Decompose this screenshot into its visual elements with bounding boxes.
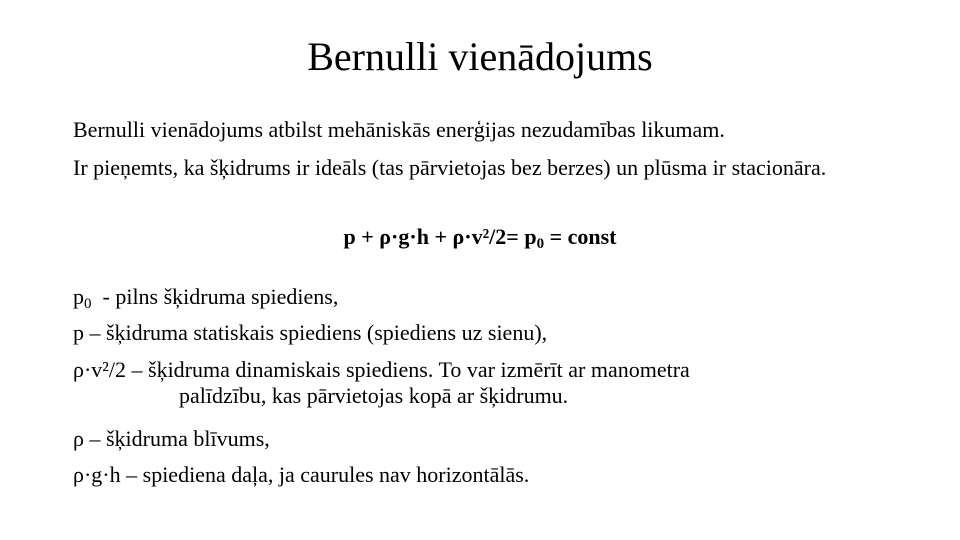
definition-p0 [73,284,881,310]
formula-subscript: 0 [536,236,545,252]
formula-main: p + ρ·g·h + ρ·v²/2= p [343,224,537,249]
intro-line-2: Ir pieņemts, ka šķidrums ir ideāls (tas pārvietojas bez berzes) un plūsma ir stacionāra. [73,155,827,180]
intro-line-1: Bernulli vienādojums atbilst mehāniskās enerģijas nezudamības likumam. [73,117,725,142]
definition-dynamic-line-2: palīdzību, kas pārvietojas kopā ar šķidrumu. [179,383,569,408]
formula-tail: = const [544,224,617,249]
definition-dynamic-line-1: ρ·v²/2 – šķidruma dinamiskais spiediens. To var izmērīt ar manometra [73,357,690,382]
definition-p0-subscript: 0 [84,296,92,312]
definition-p0-text: - pilns šķidruma spiediens, [91,284,339,309]
definition-rgh: ρ·g·h – spiediena daļa, ja caurules nav horizontālās. [73,462,530,487]
definition-p0-symbol: p [73,284,84,309]
bernoulli-formula [0,224,960,250]
slide-title: Bernulli vienādojums [307,34,653,79]
definition-dynamic-pressure [73,357,881,409]
definition-rho: ρ – šķidruma blīvums, [73,426,270,451]
definition-p: p – šķidruma statiskais spiediens (spiediens uz sienu), [73,320,548,345]
